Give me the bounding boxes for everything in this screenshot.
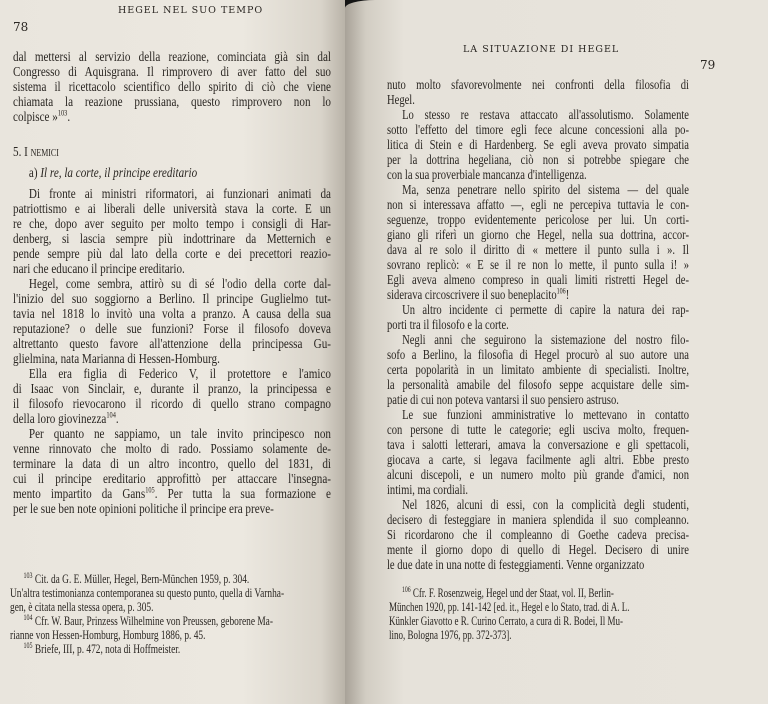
- text-line: dal mettersi al servizio della reazione, cominciata già sin dal: [13, 50, 331, 65]
- text-line: tava i salotti letterari, amava la conversazione e gli spettacoli,: [387, 438, 689, 453]
- text-line: Congresso di Aquisgrana. Il rimprovero di aver fatto del suo: [13, 65, 331, 80]
- right-page: [345, 0, 768, 704]
- text-line: [13, 502, 331, 517]
- text-line: della loro giovinezza$^{104}$.: [13, 410, 119, 427]
- footnote-line: [389, 614, 691, 628]
- text-line: [13, 187, 331, 202]
- text-line: della loro giovinezza: [13, 412, 107, 427]
- text-line: [387, 213, 689, 228]
- text-line: [13, 322, 331, 337]
- text-line: München 1920, pp. 141-142 [ed. it., Hegel e lo Stato, trad. di A. L.: [389, 600, 630, 614]
- text-line: [387, 198, 689, 213]
- text-line: [13, 352, 331, 367]
- text-line: [387, 378, 689, 393]
- text-line: altrettanto questo favore all'attenzione della principessa Gu-: [13, 337, 331, 352]
- text-line: !: [565, 288, 570, 303]
- body-text: [13, 50, 331, 517]
- paragraph: [387, 108, 689, 183]
- text-line: sovrano replicò: « E se il re non lo mette, il punto sulla i! »: [387, 258, 689, 273]
- text-line: [13, 442, 331, 457]
- footnote-line: [389, 586, 691, 600]
- text-line: tavia nel 1818 lo invitò una volta a pranzo. A causa della sua: [13, 307, 331, 322]
- text-line: [387, 393, 689, 408]
- footnote-line: [10, 614, 325, 628]
- text-line: Un'altra testimonianza contemporanea su questo punto, quella di Varnha-: [10, 586, 285, 600]
- text-line: Le sue funzioni amministrative lo mettevano in contatto: [402, 408, 689, 423]
- text-line: di Isaac von Sinclair, e, durante il pranzo, la principessa e: [13, 382, 331, 397]
- paragraph: [387, 303, 689, 333]
- text-line: litica di Stein e di Hardenberg. Se egli aveva provato simpatia: [387, 138, 689, 153]
- running-head: HEGEL NEL SUO TEMPO: [118, 5, 264, 16]
- text-line: [387, 513, 689, 528]
- paragraph: [13, 367, 331, 427]
- text-line: [13, 217, 331, 232]
- text-line: cui il principe ereditario approfittò per attaccare l'insegna-: [13, 472, 331, 487]
- text-line: [13, 457, 331, 472]
- text-line: decisero di festeggiare in maniera splendida il suo compleanno.: [387, 513, 689, 528]
- paragraph: [387, 498, 689, 573]
- paragraph: [13, 277, 331, 367]
- footnote-line: [10, 572, 325, 586]
- text-line: lino, Bologna 1976, pp. 372-373].: [389, 628, 512, 642]
- footnotes: [10, 572, 325, 656]
- text-line: seguenze, troppo evidentemente pericolose per lui. Un corti-: [387, 213, 689, 228]
- text-line: Ella era figlia di Federico V, il protettore e l'amico: [28, 367, 332, 382]
- text-line: nari che educano il principe ereditario.: [13, 262, 185, 277]
- text-line: chiamata la reazione prussiana, questo rimprovero non lo: [13, 95, 331, 110]
- text-line: l'inizio del suo soggiorno a Berlino. Il principe Guglielmo tut-: [13, 292, 331, 307]
- text-line: sofo a Berlino, la filosofia di Hegel procurò al suo autore una: [387, 348, 689, 363]
- text-line: [387, 303, 689, 318]
- text-line: [13, 232, 331, 247]
- footnote-ref: 105: [23, 640, 33, 650]
- text-line: alcuni discepoli, e un numero molto più grande d'amici, non: [387, 468, 689, 483]
- text-line: Lo stesso re restava attaccato all'assolutismo. Solamente: [402, 108, 689, 123]
- text-line: [387, 528, 689, 543]
- text-line: [387, 468, 689, 483]
- body-text: [387, 78, 689, 573]
- text-line: [13, 65, 331, 80]
- text-line: [387, 183, 689, 198]
- footnote-line: [389, 628, 691, 642]
- text-line: certa popolarità in un limitato ambiente di specialisti. Inoltre,: [387, 363, 689, 378]
- text-line: [387, 78, 689, 93]
- text-line: Künkler Giavotto e R. Curino Cerrato, a cura di R. Bodei, Il Mu-: [389, 614, 623, 628]
- text-line: Negli anni che seguirono la sistemazione del nostro filo-: [402, 333, 689, 348]
- text-line: Hegel, come sembra, attirò su di sé l'odio della corte dal-: [28, 277, 332, 292]
- page-number: 79: [700, 58, 716, 72]
- text-line: il filosofo rievocarono il ricordo di quello strano compagno: [13, 397, 331, 412]
- page-number: 78: [13, 20, 29, 34]
- text-line: [13, 202, 331, 217]
- footnote-ref: 106: [556, 286, 566, 296]
- text-line: [387, 273, 689, 288]
- text-line: [387, 93, 689, 108]
- text-line: [387, 108, 689, 123]
- paragraph: [13, 427, 331, 517]
- text-line: dava al re solo il diritto di « mettere il punto sulla i ». Il: [387, 243, 689, 258]
- footnote-ref: 106: [401, 584, 411, 594]
- text-line: nuto molto sfavorevolmente nei confronti della filosofia di: [387, 78, 689, 93]
- text-line: [387, 228, 689, 243]
- footnote-line: [10, 628, 325, 642]
- text-line: [13, 487, 331, 502]
- text-line: [13, 277, 331, 292]
- text-line: la personalità amabile del filosofo seppe acquistare delle sim-: [387, 378, 689, 393]
- text-line: [13, 247, 331, 262]
- text-line: [387, 498, 689, 513]
- footnote-ref: 103: [23, 570, 33, 580]
- text-line: per le sue ben note opinioni politiche il principe era preve-: [13, 502, 274, 517]
- text-line: mento impartito da Gans: [13, 487, 146, 502]
- text-line: [387, 408, 689, 423]
- subsection-heading: a) Il re, la corte, il principe ereditario: [28, 166, 198, 181]
- text-line: per la dottrina hegeliana, ciò non si potrebbe spiegare che: [387, 153, 689, 168]
- text-line: [13, 382, 331, 397]
- text-line: [387, 333, 689, 348]
- text-line: con la sua proverbiale mancanza d'intelligenza.: [387, 168, 587, 183]
- text-line: [387, 348, 689, 363]
- text-line: [13, 427, 331, 442]
- text-line: pende sempre più dal lato della corte e dei precettori reazio-: [13, 247, 331, 262]
- text-line: [387, 453, 689, 468]
- text-line: con persone di tutte le categorie; egli usciva molto, frequen-: [387, 423, 689, 438]
- text-line: sistema il ricettacolo scientifico dello spirito di ciò che viene: [13, 80, 331, 95]
- text-line: Briefe, III, p. 472, nota di Hoffmeister.: [34, 642, 181, 656]
- text-line: [387, 123, 689, 138]
- paragraph: [387, 183, 689, 303]
- text-line: patie di cui non poteva vantarsi il suo pensiero astruso.: [387, 393, 619, 408]
- footnotes: [389, 586, 691, 642]
- text-line: [13, 307, 331, 322]
- text-line: [13, 262, 331, 277]
- text-line: giano gli riferì un giorno che Hegel, nella sua dottrina, accor-: [387, 228, 689, 243]
- text-line: [387, 423, 689, 438]
- footnote-ref: 103: [57, 108, 68, 118]
- text-line: [13, 337, 331, 352]
- text-line: mente il giorno dopo di quello di Hegel. Decisero di unire: [387, 543, 689, 558]
- paragraph: [387, 333, 689, 408]
- paragraph: [387, 78, 689, 108]
- text-line: denberg, si lascia sempre più indottrinare da Metternich e: [13, 232, 331, 247]
- text-line: [387, 258, 689, 273]
- footnote-ref: 105: [145, 485, 155, 495]
- footnote-line: [389, 600, 691, 614]
- running-head: LA SITUAZIONE DI HEGEL: [463, 44, 620, 55]
- text-line: Di fronte ai ministri riformatori, ai funzionari animati da: [28, 187, 332, 202]
- section-heading: 5. I nemici: [13, 145, 59, 160]
- footnote-line: [10, 600, 325, 614]
- text-line: [387, 288, 689, 303]
- text-line: porti tra il filosofo e la corte.: [387, 318, 509, 333]
- text-line: [387, 558, 689, 573]
- text-line: gen, è citata nella stessa opera, p. 305.: [10, 600, 154, 614]
- text-line: Hegel.: [387, 93, 415, 108]
- text-line: colpisce »$^{103}$.: [13, 108, 71, 125]
- text-line: intimi, ma cordiali.: [387, 483, 469, 498]
- text-line: le due date in una notte di festeggiamenti. Venne organizzato: [387, 558, 645, 573]
- text-line: giocava a carte, si legava facilmente agli altri. Ebbe presto: [387, 453, 689, 468]
- text-line: colpisce »: [13, 110, 58, 125]
- text-line: [13, 397, 331, 412]
- text-line: Egli aveva almeno compreso in quali limiti ristretti Hegel de-: [387, 273, 689, 288]
- text-line: patriottismo e ai liberali delle università stava la corte. E un: [13, 202, 331, 217]
- text-line: [13, 292, 331, 307]
- text-line: terminare la data di un altro incontro, quello del 1831, di: [13, 457, 331, 472]
- text-line: sotto l'effetto del timore egli fece alcune concessioni alla po-: [387, 123, 689, 138]
- text-line: glielmina, nata Marianna di Hessen-Homburg.: [13, 352, 220, 367]
- paragraph: [13, 187, 331, 277]
- text-line: . Per tutta la sua formazione e: [154, 487, 331, 502]
- text-line: [13, 472, 331, 487]
- paragraph: [387, 408, 689, 498]
- text-line: [13, 367, 331, 382]
- footnote-ref: 104: [23, 612, 33, 622]
- text-line: [387, 168, 689, 183]
- text-line: Un altro incidente ci permette di capire la natura dei rap-: [402, 303, 689, 318]
- text-line: reputazione? o delle sue funzioni? Forse il filosofo doveva: [13, 322, 331, 337]
- text-line: [387, 543, 689, 558]
- left-page: [0, 0, 345, 704]
- text-line: Per quanto ne sappiamo, un tale invito principesco non: [28, 427, 332, 442]
- footnote-line: [10, 586, 325, 600]
- text-line: Si ricordarono che il compleanno di Goethe cadeva precisa-: [387, 528, 689, 543]
- text-line: [13, 50, 331, 65]
- text-line: Ma, senza penetrare nello spirito del sistema — del quale: [402, 183, 689, 198]
- footnote-ref: 104: [106, 410, 116, 420]
- text-line: Cit. da G. E. Müller, Hegel, Bern-München 1959, p. 304.: [34, 572, 250, 586]
- text-line: [387, 153, 689, 168]
- text-line: [387, 318, 689, 333]
- text-line: re che, dopo aver seguito per molto tempo i consigli di Har-: [13, 217, 331, 232]
- text-line: Cfr. F. Rosenzweig, Hegel und der Staat, vol. II, Berlin-: [412, 586, 614, 600]
- text-line: Nel 1826, alcuni di essi, con la complicità degli studenti,: [402, 498, 689, 513]
- text-line: [387, 363, 689, 378]
- text-line: [13, 80, 331, 95]
- text-line: [387, 483, 689, 498]
- text-line: siderava circoscrivere il suo beneplacito: [387, 288, 557, 303]
- text-line: rianne von Hessen-Homburg, Homburg 1886, p. 45.: [10, 628, 206, 642]
- text-line: [387, 243, 689, 258]
- text-line: [387, 138, 689, 153]
- text-line: non si interessava affatto —, egli ne percepiva tuttavia le con-: [387, 198, 689, 213]
- text-line: venne rinnovato che molto di rado. Possiamo solamente de-: [13, 442, 331, 457]
- text-line: Cfr. W. Baur, Prinzess Wilhelmine von Preussen, geborene Ma-: [34, 614, 273, 628]
- footnote-line: [10, 642, 325, 656]
- text-line: [387, 438, 689, 453]
